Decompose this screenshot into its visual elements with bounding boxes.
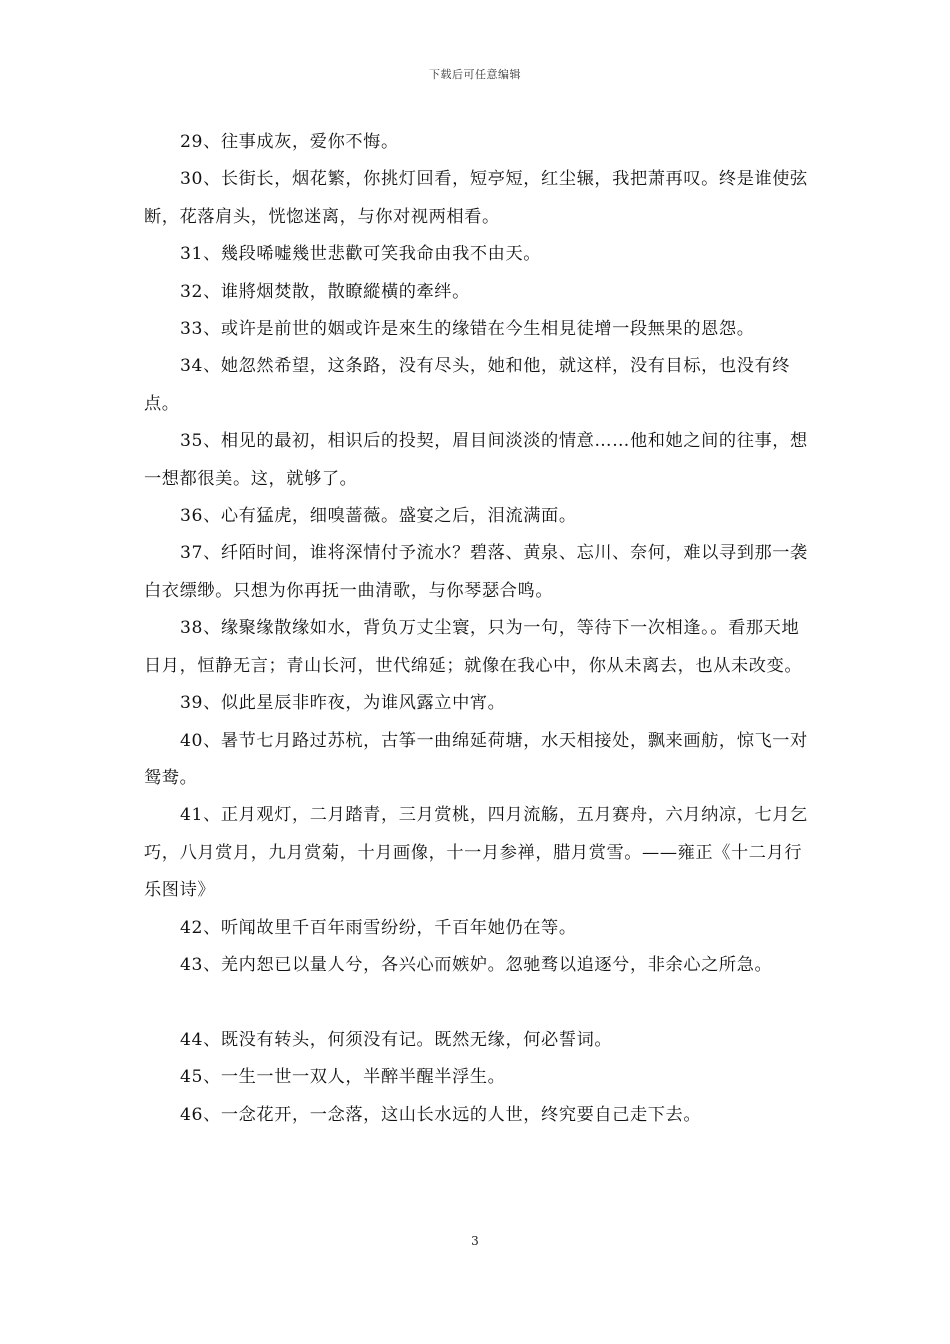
paragraph-29: 29、往事成灰，爱你不悔。	[180, 132, 399, 152]
paragraph-35: 35、相见的最初，相识后的投契，眉目间淡淡的情意……他和她之间的往事，想一想都很美。这，就够了。	[144, 431, 808, 489]
paragraph-34: 34、她忽然希望，这条路，没有尽头，她和他，就这样，没有目标，也没有终点。	[144, 356, 791, 414]
paragraph-32: 32、谁將烟焚散，散瞭縱橫的牽绊。	[180, 281, 470, 302]
paragraph-31: 31、幾段唏嘘幾世悲歡可笑我命由我不由天。	[180, 244, 542, 265]
paragraph-38: 38、缘聚缘散缘如水，背负万丈尘寰，只为一句，等待下一次相逢。。看那天地日月，恒静无言；青山长河，世代绵延；就像在我心中，你从未离去，也从未改变。	[144, 618, 803, 676]
paragraph-46: 46、一念花开，一念落，这山长水远的人世，终究要自己走下去。	[180, 1104, 702, 1125]
document-body	[144, 124, 816, 1134]
paragraph-36: 36、心有猛虎，细嗅蔷薇。盛宴之后，泪流满面。	[180, 506, 577, 527]
page-header: 下载后可任意编辑	[429, 68, 521, 81]
paragraph-43: 43、羌内恕已以量人兮，各兴心而嫉妒。忽驰骛以追逐兮，非余心之所急。	[180, 954, 773, 975]
paragraph-30: 30、长街长，烟花繁，你挑灯回看，短亭短，红尘辗，我把萧再叹。终是谁使弦断，花落肩头，恍惚迷离，与你对视两相看。	[144, 169, 808, 227]
paragraph-40: 40、暑节七月路过苏杭，古筝一曲绵延荷塘，水天相接处，飘来画舫，惊飞一对鸳鸯。	[144, 730, 808, 788]
blank-line	[144, 984, 816, 1021]
paragraph-41: 41、正月观灯，二月踏青，三月赏桃，四月流觞，五月赛舟，六月纳凉，七月乞巧，八月赏月，九月赏菊，十月画像，十一月参禅，腊月赏雪。——雍正《十二月行乐图诗》	[144, 805, 808, 901]
paragraph-42: 42、听闻故里千百年雨雪纷纷，千百年她仍在等。	[180, 917, 577, 938]
paragraph-33: 33、或许是前世的姻或许是來生的缘错在今生相見徒增一段無果的恩怨。	[180, 319, 755, 340]
paragraph-45: 45、一生一世一双人，半醉半醒半浮生。	[180, 1067, 506, 1088]
page-number: 3	[471, 1234, 479, 1248]
paragraph-37: 37、纤陌时间，谁将深情付予流水？碧落、黄泉、忘川、奈何，难以寻到那一袭白衣缥缈。只想为你再抚一曲清歌，与你琴瑟合鸣。	[144, 543, 808, 601]
paragraph-39: 39、似此星辰非昨夜，为谁风露立中宵。	[180, 693, 506, 714]
paragraph-44: 44、既没有转头，何须没有记。既然无缘，何必誓词。	[180, 1029, 613, 1050]
